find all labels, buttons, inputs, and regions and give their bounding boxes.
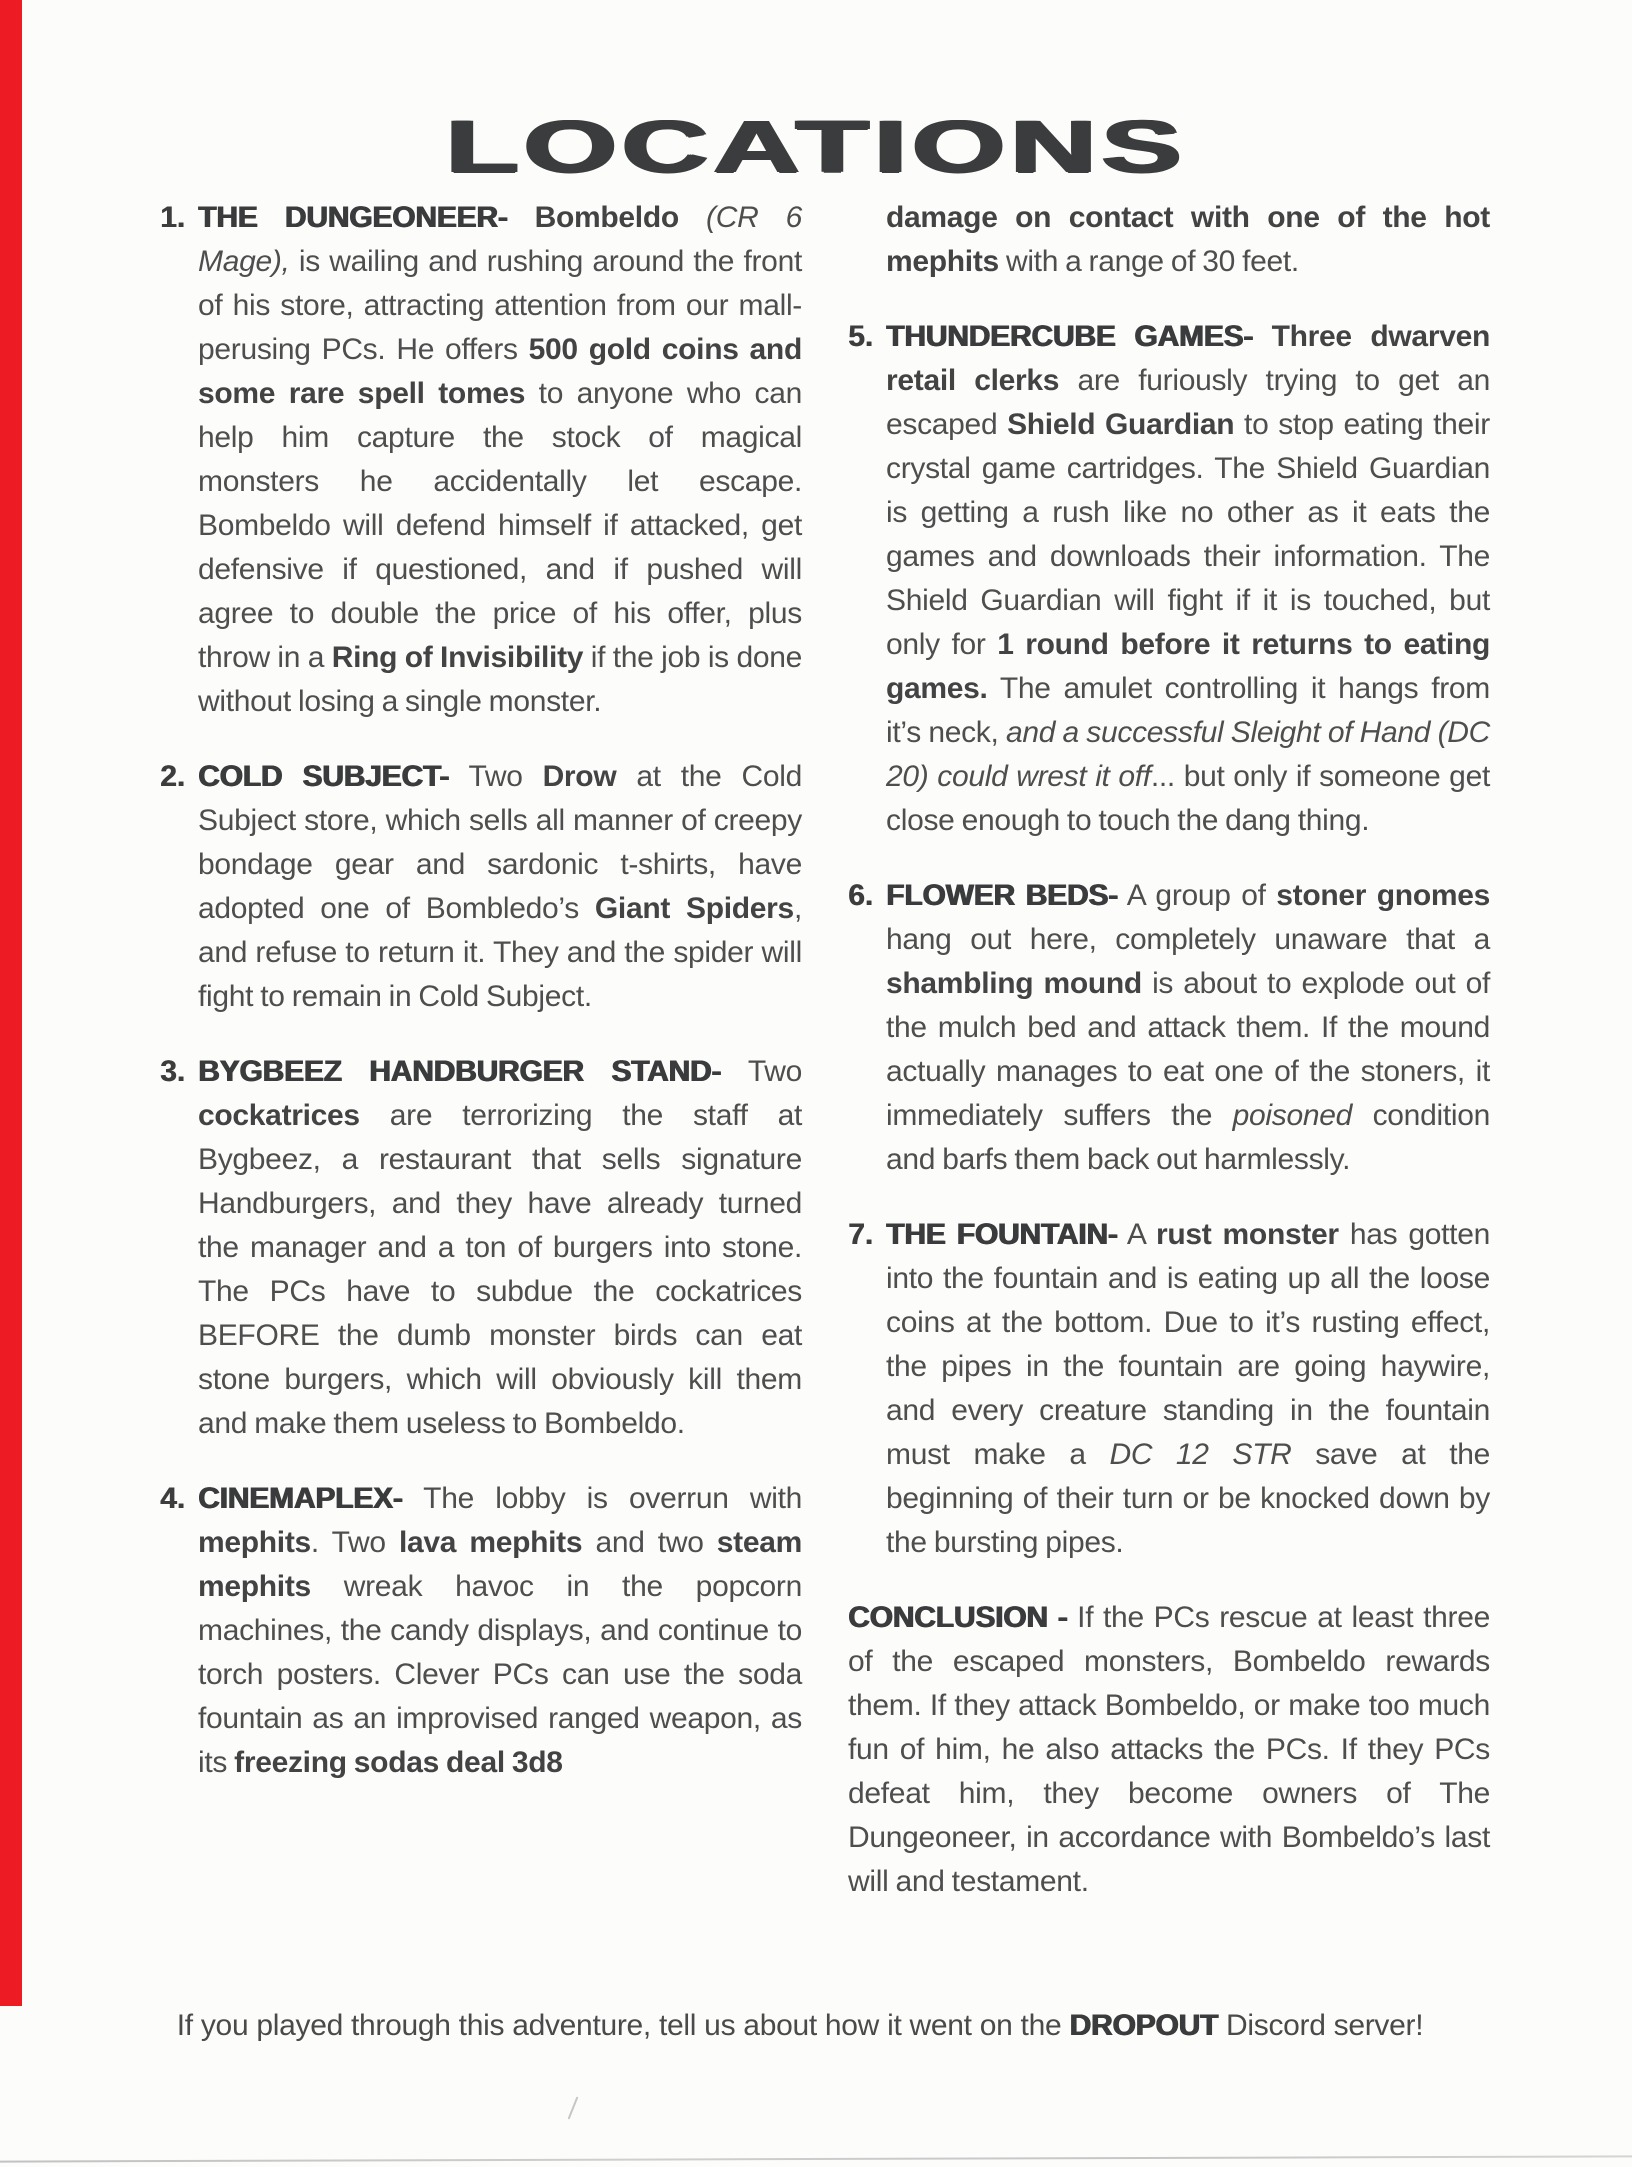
location-text bbox=[198, 755, 802, 1019]
text-segment: and a successful Sleight of Hand (DC 20) could wrest it off bbox=[886, 716, 1490, 793]
text-segment: save at the beginning of their turn or be knocked down by the bursting pipes. bbox=[886, 1438, 1490, 1559]
text-segment: damage on contact with one of the hot mephits bbox=[886, 201, 1490, 278]
text-segment: if the job is done without losing a single monster. bbox=[198, 641, 802, 718]
text-segment: wreak havoc in the popcorn machines, the candy displays, and continue to torch posters. Clever PCs can use the soda fountain as an improvised ranged weapon, as its bbox=[198, 1570, 802, 1779]
location-number: 3. bbox=[160, 1055, 186, 1088]
text-segment: Shield Guardian bbox=[1007, 408, 1235, 441]
location-number: 7. bbox=[848, 1218, 874, 1251]
heading-segment: CONCLUSION - bbox=[848, 1601, 1068, 1634]
heading-segment: DROPOUT bbox=[1069, 2009, 1218, 2042]
text-segment: (CR 6 Mage), bbox=[198, 201, 802, 278]
location-number: 1. bbox=[160, 201, 186, 234]
location-item bbox=[848, 1213, 1490, 1565]
location-text bbox=[886, 1213, 1490, 1565]
text-segment: mephits bbox=[198, 1526, 311, 1559]
location-text bbox=[886, 196, 1490, 284]
text-segment: . Two bbox=[310, 1526, 399, 1559]
scan-artifact-line bbox=[0, 2155, 1632, 2162]
location-text bbox=[198, 1477, 802, 1785]
text-segment: The lobby is overrun with bbox=[402, 1482, 802, 1515]
scan-artifact-mark bbox=[568, 2096, 579, 2119]
location-number bbox=[848, 196, 886, 284]
text-segment: is wailing and rushing around the front of his store, attracting attention from our mall-perusing PCs. He offers bbox=[198, 245, 802, 366]
location-text bbox=[886, 874, 1490, 1182]
text-segment: at the Cold Subject store, which sells all manner of creepy bondage gear and sardonic t-shirts, have adopted one of Bombledo’s bbox=[198, 760, 803, 925]
text-segment: Drow bbox=[542, 760, 617, 793]
text-segment bbox=[1253, 320, 1272, 353]
text-segment: A group of bbox=[1117, 879, 1277, 912]
location-number: 2. bbox=[160, 760, 186, 793]
location-text bbox=[848, 1596, 1490, 1904]
location-item bbox=[160, 1477, 802, 1785]
heading-segment: BYGBEEZ HANDBURGER STAND- bbox=[198, 1055, 722, 1088]
text-segment: cockatrices bbox=[198, 1099, 360, 1132]
text-segment: steam mephits bbox=[198, 1526, 803, 1603]
location-item bbox=[160, 755, 802, 1019]
footer-note bbox=[0, 2004, 1600, 2048]
location-item bbox=[848, 315, 1490, 843]
column-right bbox=[848, 196, 1490, 1935]
location-text bbox=[198, 196, 802, 724]
text-segment: to anyone who can help him capture the stock of magical monsters he accidentally let escape. Bombeldo will defend himself if attacked, get defensive if questioned, and if pushed will agree to double the price of his offer, plus throw in a bbox=[198, 377, 802, 674]
text-segment: has gotten into the fountain and is eating up all the loose coins at the bottom. Due to it’s rusting effect, the pipes in the fountain are going haywire, and every creature standing in the fountain must make a bbox=[886, 1218, 1490, 1471]
column-left bbox=[160, 196, 802, 1816]
text-segment: The amulet controlling it hangs from it’s neck, bbox=[886, 672, 1490, 749]
text-segment: , and refuse to return it. They and the spider will fight to remain in Cold Subject. bbox=[198, 892, 802, 1013]
location-text bbox=[198, 1050, 802, 1446]
text-segment: Giant Spiders bbox=[594, 892, 794, 925]
text-segment: and two bbox=[582, 1526, 717, 1559]
heading-segment: THE FOUNTAIN- bbox=[886, 1218, 1118, 1251]
text-segment: with a range of 30 feet. bbox=[998, 245, 1299, 278]
text-segment: If you played through this adventure, tell us about how it went on the bbox=[176, 2009, 1070, 2042]
text-segment: 1 round before it returns to eating games. bbox=[886, 628, 1491, 705]
text-segment: Bombeldo bbox=[507, 201, 707, 234]
text-segment: Discord server! bbox=[1217, 2009, 1424, 2042]
text-segment: Three dwarven retail clerks bbox=[886, 320, 1490, 397]
location-text bbox=[886, 315, 1490, 843]
text-segment: 500 gold coins and some rare spell tomes bbox=[198, 333, 802, 410]
location-number: 5. bbox=[848, 320, 874, 353]
heading-segment: CINEMAPLEX- bbox=[198, 1482, 403, 1515]
heading-segment: THE DUNGEONEER- bbox=[198, 201, 508, 234]
text-segment: hang out here, completely unaware that a bbox=[886, 923, 1490, 956]
continuation bbox=[848, 196, 1490, 284]
text-segment: rust monster bbox=[1156, 1218, 1339, 1251]
text-segment: to stop eating their crystal game cartridges. The Shield Guardian is getting a rush like no other as it eats the games and downloads their information. The Shield Guardian will fight if it is touched, but only for bbox=[886, 408, 1490, 661]
page-title: LOCATIONS bbox=[445, 105, 1187, 188]
text-segment: are terrorizing the staff at Bygbeez, a restaurant that sells signature Handburgers, and they have already turned the manager and a ton of burgers into stone. The PCs have to subdue the cockatrices BEFORE the dumb monster birds can eat stone burgers, which will obviously kill them and make them useless to Bombeldo. bbox=[198, 1099, 802, 1440]
heading-segment: COLD SUBJECT- bbox=[198, 760, 450, 793]
conclusion bbox=[848, 1596, 1490, 1904]
text-segment: DC 12 STR bbox=[1109, 1438, 1292, 1471]
heading-segment: THUNDERCUBE GAMES- bbox=[886, 320, 1253, 353]
text-segment: freezing sodas deal 3d8 bbox=[234, 1746, 563, 1779]
text-segment: poisoned bbox=[1232, 1099, 1353, 1132]
location-item bbox=[160, 1050, 802, 1446]
location-item bbox=[160, 196, 802, 724]
text-segment: lava mephits bbox=[398, 1526, 583, 1559]
text-segment: If the PCs rescue at least three of the escaped monsters, Bombeldo rewards them. If they attack Bombeldo, or make too much fun of him, he also attacks the PCs. If they PCs defeat him, they become owners of The Dungeoneer, in accordance with Bombeldo’s last will and testament. bbox=[848, 1601, 1490, 1898]
location-number: 4. bbox=[160, 1482, 186, 1515]
left-accent-bar bbox=[0, 0, 22, 2006]
text-segment: is about to explode out of the mulch bed and attack them. If the mound actually manages to eat one of the stoners, it immediately suffers the bbox=[886, 967, 1491, 1132]
text-segment: stoner gnomes bbox=[1276, 879, 1491, 912]
location-item bbox=[848, 874, 1490, 1182]
text-segment: shambling mound bbox=[886, 967, 1142, 1000]
text-segment: are furiously trying to get an escaped bbox=[886, 364, 1490, 441]
text-segment: Ring of Invisibility bbox=[331, 641, 584, 674]
text-segment: A bbox=[1117, 1218, 1157, 1251]
location-number: 6. bbox=[848, 879, 874, 912]
text-segment: condition and barfs them back out harmlessly. bbox=[886, 1099, 1490, 1176]
text-segment: Two bbox=[449, 760, 543, 793]
heading-segment: FLOWER BEDS- bbox=[886, 879, 1118, 912]
text-segment: Two bbox=[721, 1055, 802, 1088]
text-segment: ... but only if someone get close enough to touch the dang thing. bbox=[886, 760, 1490, 837]
